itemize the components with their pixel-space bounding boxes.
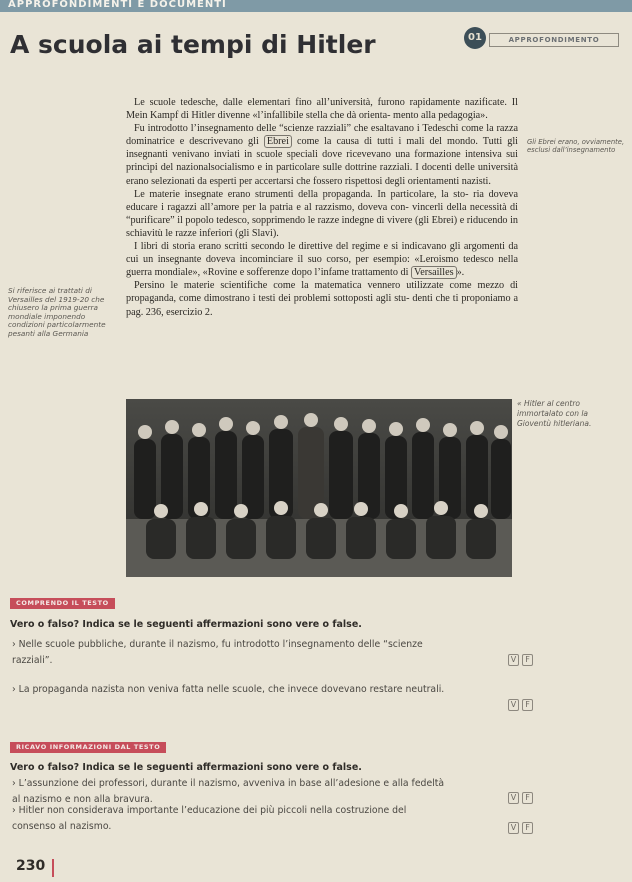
page-title: A scuola ai tempi di Hitler: [10, 30, 376, 59]
section2-statement-1: › L’assunzione dei professori, durante il nazismo, avveniva in base all’adesione e alla fedeltà al nazismo e non alla bravura.: [12, 778, 445, 805]
section1-question: Vero o falso? Indica se le seguenti affermazioni sono vere o false.: [10, 619, 362, 630]
paragraph-2-text-a: Fu introdotto l’insegnamento delle “scienze razziali” che esaltavano i Tedeschi come la razza dominatrice e descrivevano gli: [126, 123, 518, 148]
paragraph-2-text-b: come la causa di tutti i mali del mondo. Tutti gli insegnanti venivano inviati in scuole speciali dove ricevevano una formazione intensiva sui princìpi del nazionalsocialismo e in particolare sulle dottrine razziali. I docenti delle università erano selezionati da esperti per accertarsi che fossero rispettosi degli orientamenti nazisti.: [126, 136, 518, 187]
false-checkbox[interactable]: F: [522, 654, 533, 666]
true-checkbox[interactable]: V: [508, 654, 519, 666]
page-number-bar: [52, 859, 54, 877]
section1-statement-2: › La propaganda nazista non veniva fatta nelle scuole, che invece dovevano restare neutrali.: [12, 684, 445, 695]
true-checkbox[interactable]: V: [508, 822, 519, 834]
historical-photo: [126, 399, 512, 577]
paragraph-4-text-b: ».: [456, 267, 465, 279]
article-body: [126, 96, 518, 319]
paragraph-1: Le scuole tedesche, dalle elementari fino all’università, furono rapidamente nazificate. Il Mein Kampf di Hitler divenne «l’infallibile stella che dà orienta- mento alla pedagogia».: [126, 97, 518, 122]
section-header-bar: [0, 0, 632, 12]
paragraph-3: Le materie insegnate erano strumenti della propaganda. In particolare, la sto- ria doveva educare i ragazzi all’amore per la patria e al razzismo, doveva con- vincerli della necessità di “purificare” il popolo tedesco, sopprimendo le razze indegne di vivere (gli Ebrei) e riducendo in schiavitù le razze inferiori (gli Slavi).: [126, 188, 518, 239]
true-checkbox[interactable]: V: [508, 699, 519, 711]
page-number: 230: [16, 858, 46, 874]
section1-statement-1: › Nelle scuole pubbliche, durante il nazismo, fu introdotto l’insegnamento delle “scienze razziali”.: [12, 639, 423, 666]
section2-vf-1[interactable]: [508, 792, 536, 804]
section2-question: Vero o falso? Indica se le seguenti affermazioni sono vere o false.: [10, 762, 362, 773]
badge-number: 01: [464, 27, 486, 49]
approfondimento-badge: [464, 27, 624, 51]
section2-vf-2[interactable]: [508, 822, 536, 834]
false-checkbox[interactable]: F: [522, 792, 533, 804]
ebrei-highlight: Ebrei: [264, 135, 292, 148]
photo-caption: « Hitler al centro immortalato con la Gioventù hitleriana.: [517, 399, 592, 429]
versailles-highlight: Versailles: [411, 266, 457, 279]
true-checkbox[interactable]: V: [508, 792, 519, 804]
section-label: APPROFONDIMENTI E DOCUMENTI: [8, 0, 227, 10]
paragraph-4: [126, 240, 518, 279]
false-checkbox[interactable]: F: [522, 822, 533, 834]
section1-vf-2[interactable]: [508, 699, 536, 711]
paragraph-2: [126, 122, 518, 187]
section2-statement-2: › Hitler non considerava importante l’educazione dei più piccoli nella costruzione del consenso al nazismo.: [12, 805, 407, 832]
margin-note-right: Gli Ebrei erano, ovviamente, esclusi dall’insegnamento: [527, 138, 625, 154]
section1-vf-1[interactable]: [508, 654, 536, 666]
margin-note-left: Si riferisce ai trattati di Versailles del 1919-20 che chiusero la prima guerra mondiale imponendo condizioni particolarmente pesanti alla Germania: [8, 286, 106, 338]
paragraph-4-text-a: I libri di storia erano scritti secondo le direttive del regime e si indicavano gli argomenti da cui un insegnante doveva incominciare il suo corso, per esempio: «Leroismo tedesco nella guerra mondiale», «Rovine e sofferenze dopo l’infame trattamento di: [126, 241, 518, 279]
false-checkbox[interactable]: F: [522, 699, 533, 711]
section-tag-comprendo: COMPRENDO IL TESTO: [10, 598, 115, 609]
paragraph-5: Persino le materie scientifiche come la matematica vennero utilizzate come mezzo di propaganda, come dimostrano i testi dei problemi sottoposti agli stu- denti che ti proponiamo a pag. 236, esercizio 2.: [126, 280, 518, 318]
section-tag-ricavo: RICAVO INFORMAZIONI DAL TESTO: [10, 742, 166, 753]
badge-label: APPROFONDIMENTO: [489, 33, 619, 47]
